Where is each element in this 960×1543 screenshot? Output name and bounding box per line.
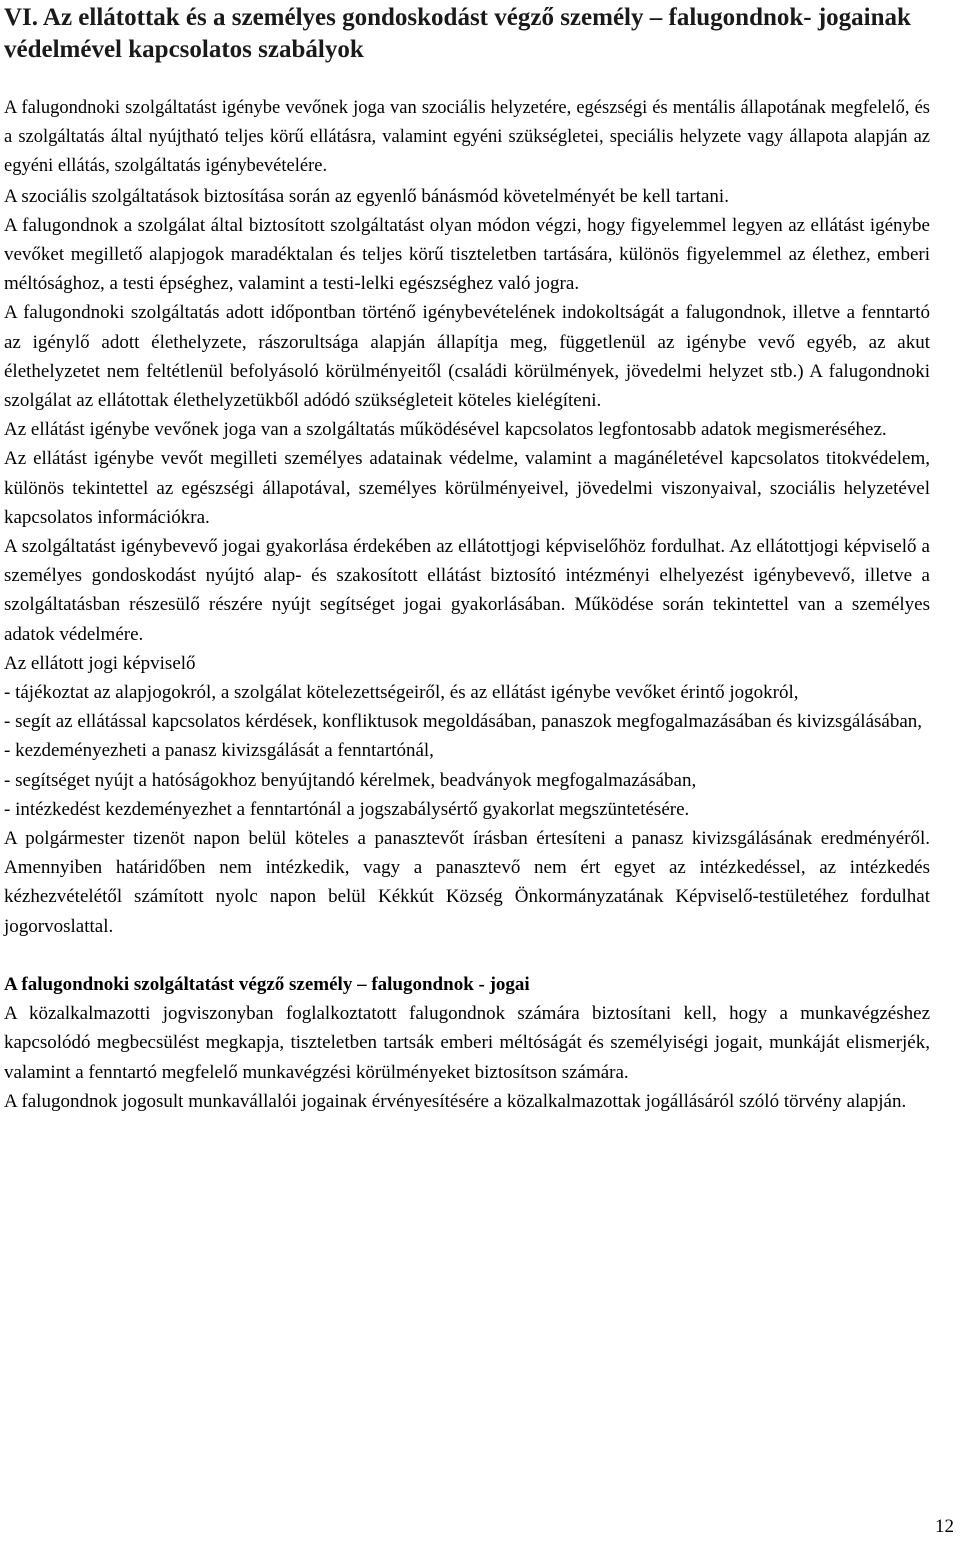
paragraph-equal-treatment: A szociális szolgáltatások biztosítása során az egyenlő bánásmód követelményét be kell tartani. (4, 185, 729, 207)
paragraph-fundamental-rights: A falugondnok a szolgálat által biztosított szolgáltatást olyan módon végzi, hogy figyelemmel legyen az ellátást igénybe vevőket megillető alapjogok maradéktalan és teljes körű tiszteletben tartására, különös figyelemmel az élethez, emberi méltósághoz, a testi épséghez, valamint a testi-lelki egészséghez való jogra. (4, 214, 930, 295)
section2-paragraph-employment: A közalkalmazotti jogviszonyban foglalkoztatott falugondnok számára biztosítani kell, hogy a munkavégzéshez kapcsolódó megbecsülést megkapja, tiszteletben tartsák emberi méltóságát és személyiségi jogait, munkáját elismerjék, valamint a fenntartó megfelelő munkavégzési körülményeket biztosítson számára. (4, 1003, 930, 1083)
paragraph-rights-general: A falugondnoki szolgáltatást igénybe vevőnek joga van szociális helyzetére, egészségi és mentális állapotának megfelelő, és a szolgáltatás által nyújtható teljes körű ellátásra, valamint egyéni szükségletei, speciális helyzete vagy állapota alapján az egyéni ellátás, szolgáltatás igénybevételére. (4, 98, 930, 177)
paragraph-complaint-procedure: A polgármester tizenöt napon belül köteles a panasztevőt írásban értesíteni a panasz kivizsgálásának eredményéről. Amennyiben határidőben nem intézkedik, vagy a panasztevő nem ért egyet az intézkedéssel, az intézkedés kézhezvételétől számított nyolc napon belül Kékkút Község Önkormányzatának Képviselő-testületéhez fordulhat jogorvoslattal. (4, 828, 930, 937)
document-page (4, 0, 930, 1116)
section-title: VI. Az ellátottak és a személyes gondoskodást végző személy – falugondnok- jogainak védelmével kapcsolatos szabályok (4, 4, 911, 63)
paragraph-representative-intro: Az ellátott jogi képviselő (4, 652, 196, 674)
list-item-initiate: - kezdeményezheti a panasz kivizsgálását a fenntartónál, (4, 740, 434, 762)
page-number: 12 (935, 1516, 954, 1537)
paragraph-spacer (4, 941, 930, 970)
document-body (4, 94, 930, 1116)
list-item-inform: - tájékoztat az alapjogokról, a szolgálat kötelezettségeiről, és az ellátást igénybe vevőket érintő jogokról, (4, 682, 799, 704)
list-item-measures: - intézkedést kezdeményezhet a fenntartónál a jogszabálysértő gyakorlat megszüntetésére. (4, 798, 690, 820)
list-item-help: - segít az ellátással kapcsolatos kérdések, konfliktusok megoldásában, panaszok megfogalmazásában és kivizsgálásában, (4, 711, 923, 733)
paragraph-data-protection: Az ellátást igénybe vevőt megilleti személyes adatainak védelme, valamint a magánéletével kapcsolatos titokvédelem, különös tekintettel az egészségi állapotával, személyes körülményeivel, jövedelmi viszonyaival, szociális helyzetével kapcsolatos információkra. (4, 448, 930, 528)
section2-paragraph-entitlement: A falugondnok jogosult munkavállalói jogainak érvényesítésére a közalkalmazottak jogállásáról szóló törvény alapján. (4, 1090, 907, 1112)
list-item-assist: - segítséget nyújt a hatóságokhoz benyújtandó kérelmek, beadványok megfogalmazásában, (4, 769, 697, 791)
paragraph-rights-representative: A szolgáltatást igénybevevő jogai gyakorlása érdekében az ellátottjogi képviselőhöz fordulhat. Az ellátottjogi képviselő a személyes gondoskodást nyújtó alap- és szakosított ellátást biztosító intézményi elhelyezést igénybevevő, illetve a szolgáltatásban részesülő részére nyújt segítséget jogai gyakorlásában. Működése során tekintettel van a személyes adatok védelmére. (4, 536, 930, 645)
section2-heading: A falugondnoki szolgáltatást végző személy – falugondnok - jogai (4, 973, 530, 995)
paragraph-service-justification: A falugondnoki szolgáltatás adott időpontban történő igénybevételének indokoltságát a falugondnok, illetve a fenntartó az igénylő adott élethelyzete, rászorultsága alapján állapítja meg, függetlenül az igénybe vevő egyéb, az akut élethelyzetet nem feltétlenül befolyásoló körülményeitől (családi körülmények, jövedelmi helyzet stb.) A falugondnoki szolgálat az ellátottak élethelyzetükből adódó szükségleteit köteles kielégíteni. (4, 302, 930, 412)
paragraph-information-right: Az ellátást igénybe vevőnek joga van a szolgáltatás működésével kapcsolatos legfontosabb adatok megismeréséhez. (4, 419, 887, 441)
